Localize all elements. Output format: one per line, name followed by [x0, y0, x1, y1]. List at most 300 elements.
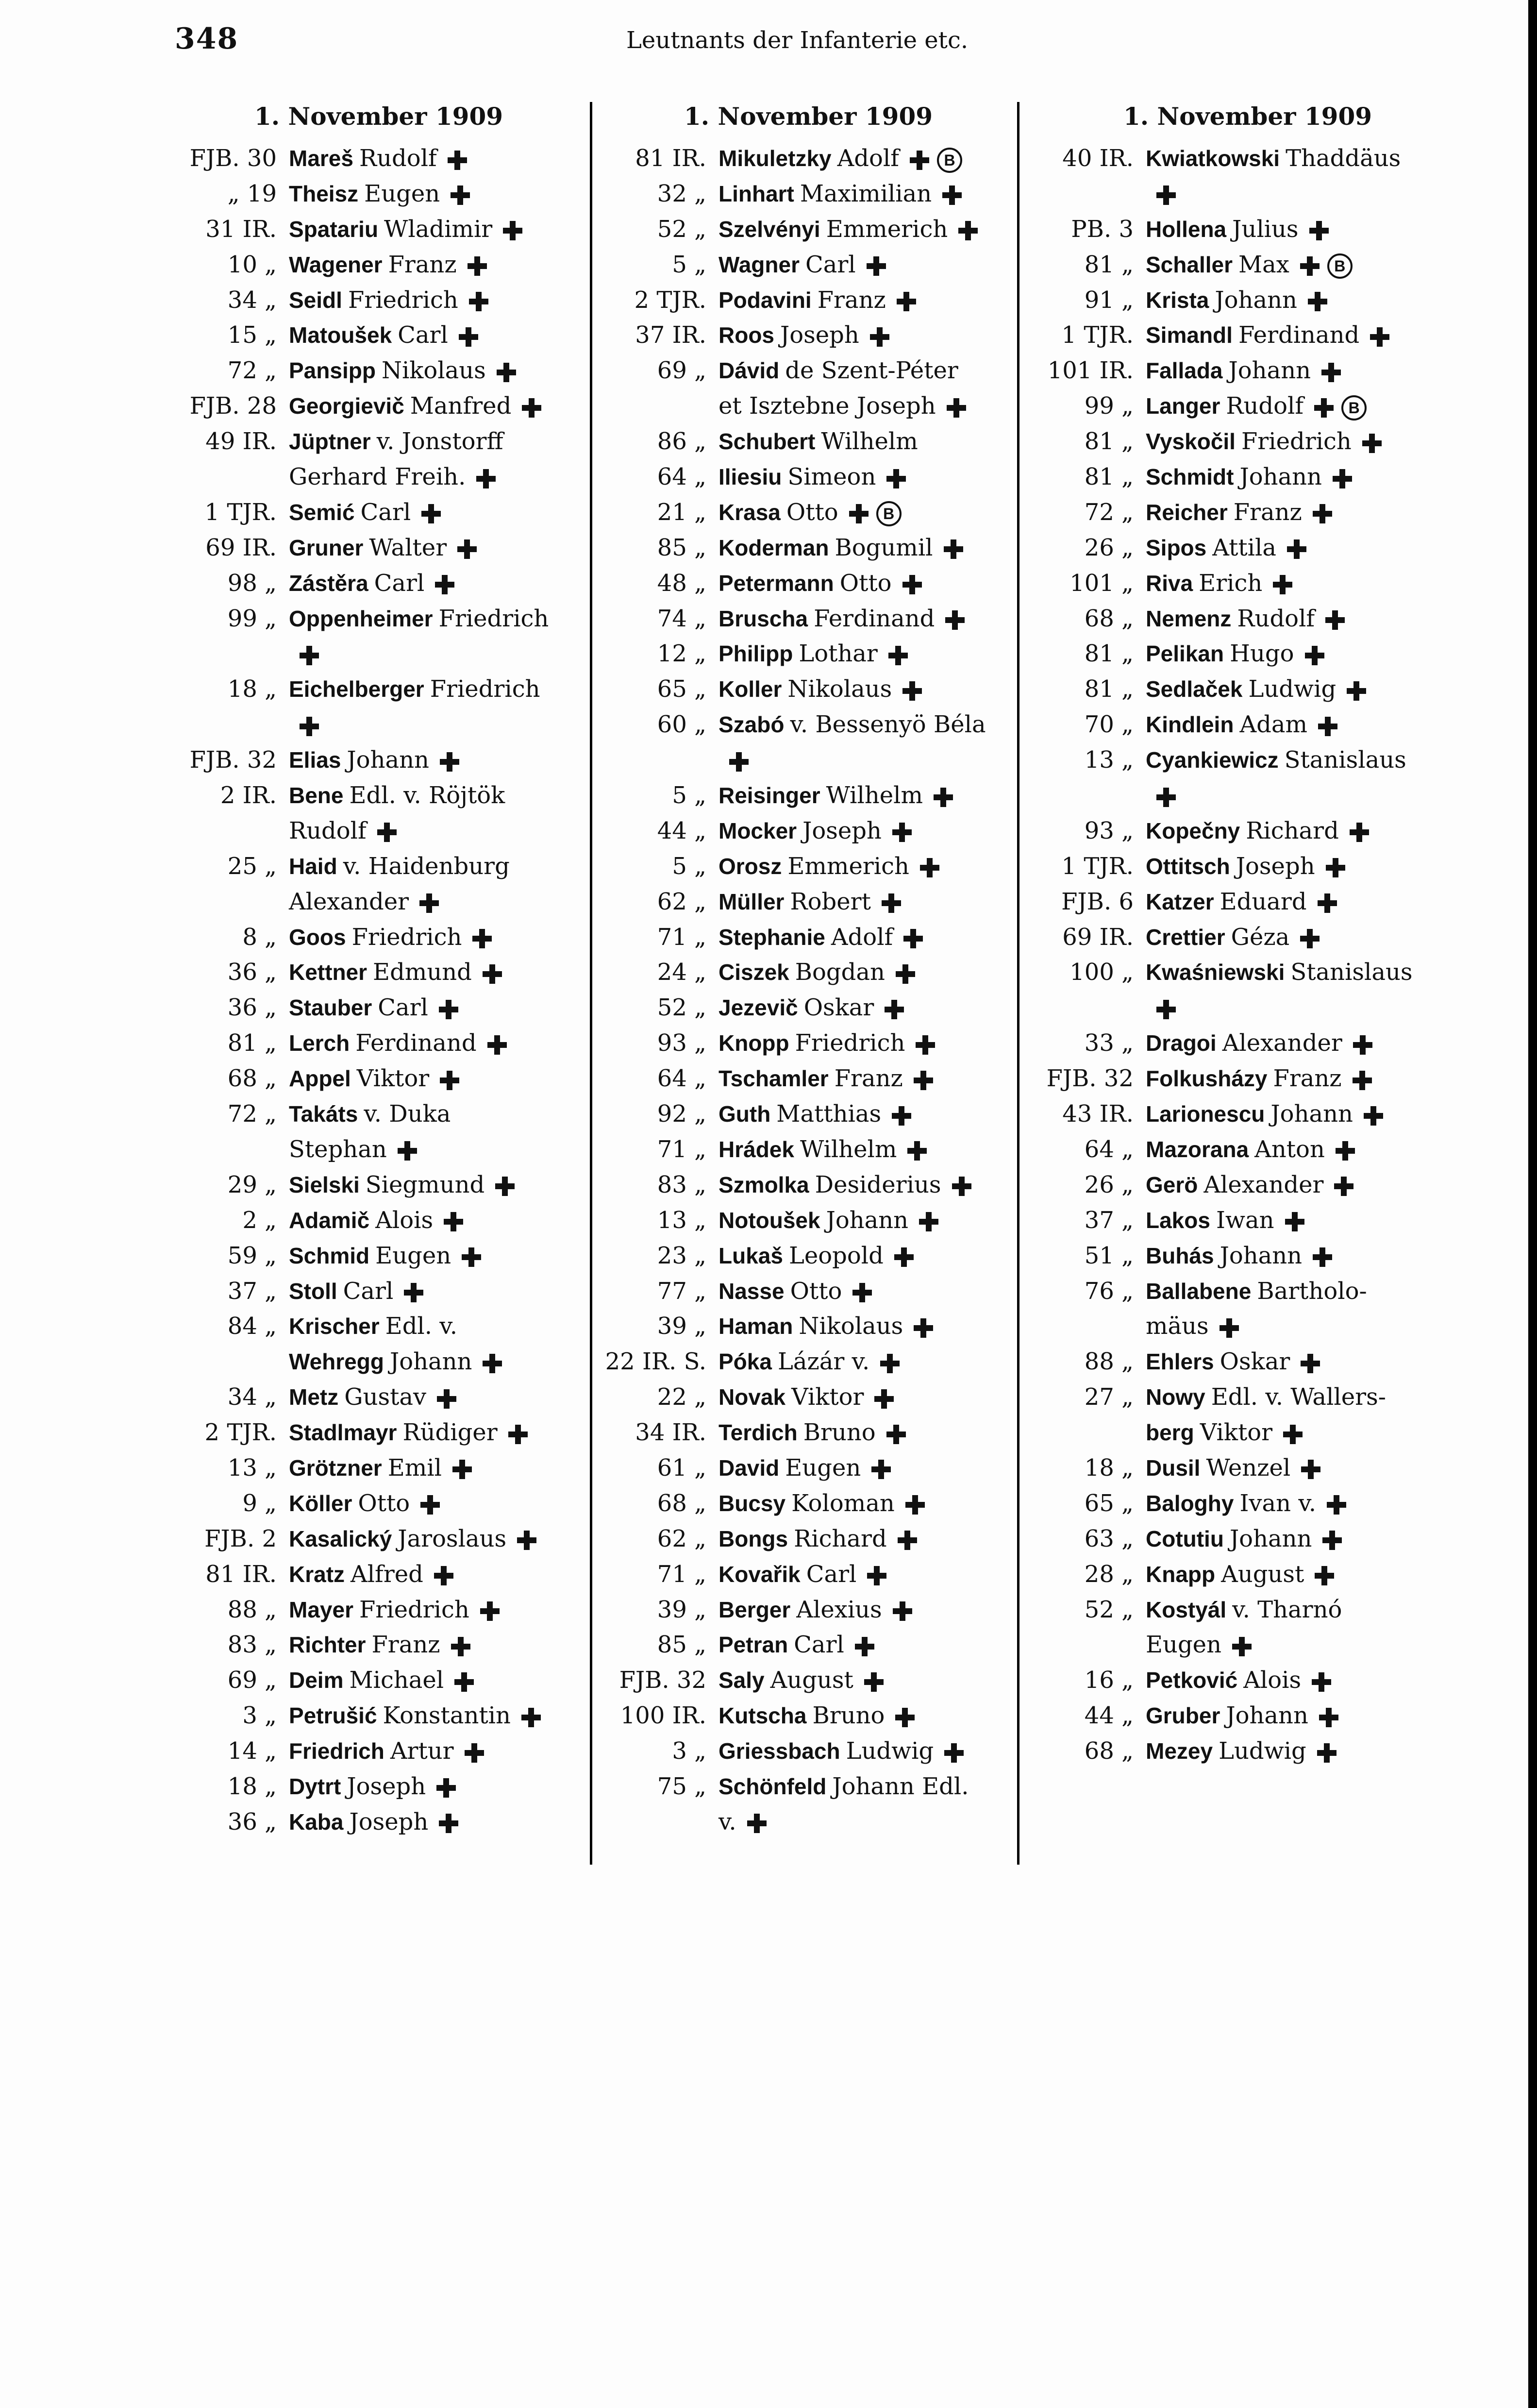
surname: Grötzner [289, 1455, 382, 1481]
list-entry [1029, 1344, 1466, 1380]
list-entry [172, 1734, 585, 1769]
list-entry [1029, 1380, 1466, 1415]
entry-name [1146, 955, 1413, 990]
list-entry [172, 388, 585, 424]
given-name: Ludwig [1248, 675, 1337, 703]
column-divider [1017, 102, 1019, 1865]
entry-name [289, 1061, 459, 1096]
given-name: Attila [1212, 534, 1276, 561]
cross-icon [434, 1566, 453, 1585]
list-entry [172, 1026, 585, 1061]
entry-name [1146, 1274, 1367, 1309]
list-entry [602, 424, 1015, 459]
page-number: 348 [175, 22, 239, 56]
cross-icon [468, 256, 487, 276]
cross-icon [1318, 893, 1337, 913]
unit-number: 14 „ [227, 1737, 277, 1765]
surname: Nasse [718, 1278, 785, 1304]
cross-icon [944, 1743, 964, 1763]
list-entry [602, 283, 1015, 318]
unit-number: 8 „ [242, 923, 277, 951]
given-name: Joseph [347, 1772, 426, 1800]
cross-icon [1334, 1177, 1353, 1196]
list-entry [602, 636, 1015, 672]
given-name: Gerhard Freih. [289, 463, 466, 491]
unit-number: FJB. 28 [189, 392, 277, 420]
given-name: v. Tharnó [1232, 1596, 1342, 1623]
entry-name [718, 1203, 938, 1238]
cross-icon [497, 363, 516, 382]
unit-number: 69 IR. [205, 534, 277, 561]
cross-icon [437, 1389, 456, 1409]
unit-number: 36 „ [227, 994, 277, 1022]
list-entry [172, 1627, 585, 1663]
cross-icon [1309, 221, 1329, 240]
given-name: Joseph [780, 321, 859, 349]
entry-name [1146, 1203, 1304, 1238]
unit-number: 74 „ [657, 605, 706, 632]
surname: Eichelberger [289, 676, 424, 702]
surname: Koller [718, 676, 782, 702]
given-name: Eduard [1220, 888, 1307, 915]
surname: Bruscha [718, 606, 808, 631]
cross-icon [849, 504, 869, 523]
entry-name [289, 1521, 536, 1557]
entry-name [289, 1026, 507, 1061]
given-name: Oskar [1220, 1348, 1290, 1376]
entry-name [289, 1450, 472, 1486]
given-name: Wilhelm [826, 782, 923, 809]
unit-number: 88 „ [227, 1596, 277, 1623]
surname: Kostyál [1146, 1597, 1227, 1622]
surname: Iliesiu [718, 464, 782, 490]
list-entry [172, 1132, 585, 1167]
entry-name [1146, 920, 1320, 955]
list-entry [602, 1274, 1015, 1309]
given-name: Rudolf [1226, 392, 1304, 420]
given-name: Alexander [1203, 1171, 1324, 1198]
list-entry [1029, 1238, 1466, 1274]
surname: Pansipp [289, 358, 376, 384]
cross-icon [439, 1000, 458, 1019]
list-entry [602, 1734, 1015, 1769]
list-entry [172, 990, 585, 1026]
entry-name [718, 849, 939, 884]
surname: Póka [718, 1349, 772, 1375]
unit-number: 25 „ [227, 852, 277, 880]
list-entry [172, 672, 585, 707]
list-entry [1029, 459, 1466, 495]
cross-icon [729, 752, 749, 772]
surname: Ottitsch [1146, 853, 1230, 879]
given-name: Ferdinand [814, 605, 935, 632]
unit-number: 81 IR. [635, 145, 706, 172]
surname: Buhás [1146, 1243, 1214, 1268]
given-name: Walter [369, 534, 447, 561]
surname: Tschamler [718, 1066, 829, 1092]
column-3 [1029, 102, 1466, 1769]
list-entry [602, 672, 1015, 707]
cross-icon [1305, 646, 1324, 665]
cross-icon [874, 1389, 894, 1409]
entry-name [1146, 601, 1345, 637]
given-name: Alois [1243, 1667, 1302, 1694]
given-name: Thaddäus [1286, 145, 1401, 172]
unit-number: 68 „ [227, 1065, 277, 1093]
entry-name [718, 813, 912, 849]
unit-number: 101 „ [1069, 569, 1134, 597]
given-name: Carl [378, 994, 428, 1022]
surname: Hrádek [718, 1136, 794, 1162]
entry-name [1146, 1238, 1332, 1274]
surname: Matoušek [289, 322, 392, 348]
given-name: Carl [794, 1631, 844, 1659]
entry-name [289, 1734, 484, 1769]
list-entry [1029, 1592, 1466, 1628]
surname: Sielski [289, 1172, 360, 1197]
cross-icon [439, 1814, 458, 1833]
cross-icon [487, 1035, 507, 1055]
given-name: Bruno [812, 1702, 885, 1730]
unit-number: 1 TJR. [1061, 321, 1134, 349]
entry-name [289, 884, 439, 920]
entry-name [1146, 1026, 1372, 1061]
entry-name [289, 1309, 457, 1344]
list-entry [172, 707, 585, 742]
cross-icon [880, 1354, 900, 1373]
entry-name [289, 1238, 481, 1274]
given-name: Joseph [1236, 852, 1315, 880]
cross-icon [469, 292, 488, 311]
list-entry [1029, 1450, 1466, 1486]
list-entry [602, 1309, 1015, 1344]
given-name: Emil [387, 1454, 442, 1482]
unit-number: 40 IR. [1062, 145, 1134, 172]
surname: Saly [718, 1667, 765, 1693]
entry-name [289, 672, 540, 707]
given-name: Leopold [788, 1242, 884, 1269]
given-name: Otto [358, 1489, 410, 1517]
surname: Gruber [1146, 1703, 1220, 1729]
unit-number: 99 „ [227, 605, 277, 632]
given-name: Alfred [351, 1560, 423, 1588]
cross-icon [440, 752, 459, 772]
entry-name [718, 141, 962, 176]
list-entry [602, 1592, 1015, 1628]
unit-number: 69 IR. [1062, 923, 1134, 951]
given-name: Johann [1228, 357, 1311, 385]
entry-name [718, 353, 958, 388]
entry-name [1146, 1663, 1331, 1698]
surname: Krischer [289, 1313, 380, 1339]
surname: Semić [289, 499, 355, 525]
surname: Lukaš [718, 1243, 783, 1268]
given-name: Desiderius [815, 1171, 941, 1198]
given-name: Wilhelm [821, 428, 918, 455]
given-name: v. Bessenyö Béla [790, 711, 986, 739]
surname: Mareš [289, 146, 353, 171]
entry-name [1146, 849, 1345, 884]
unit-number: 52 „ [657, 215, 706, 243]
unit-number: 68 „ [1084, 605, 1134, 632]
list-entry [172, 601, 585, 637]
list-entry [1029, 1557, 1466, 1592]
unit-number: 91 „ [1084, 286, 1134, 314]
list-entry [602, 1804, 1015, 1840]
cross-icon [907, 1141, 927, 1161]
unit-number: 24 „ [657, 959, 706, 986]
given-name: Nikolaus [787, 675, 892, 703]
entry-name [289, 1769, 456, 1804]
cross-icon [1350, 823, 1369, 842]
unit-number: 3 „ [672, 1737, 706, 1765]
entry-name [718, 1309, 933, 1344]
unit-number: 31 IR. [205, 215, 277, 243]
unit-number: 43 IR. [1062, 1100, 1134, 1128]
list-entry [172, 212, 585, 247]
surname: Jüptner [289, 429, 371, 455]
b-mark-icon: B [1327, 253, 1353, 279]
given-name: Carl [806, 1560, 857, 1588]
surname: Stoll [289, 1278, 337, 1304]
given-name: August [1221, 1560, 1304, 1588]
entry-name [289, 495, 441, 530]
surname: Reisinger [718, 783, 820, 808]
surname: Zástěra [289, 570, 368, 596]
entry-name [1146, 247, 1353, 283]
list-entry [172, 566, 585, 601]
given-name: Matthias [776, 1100, 882, 1128]
given-name: Edmund [373, 959, 472, 986]
cross-icon [1325, 610, 1345, 630]
column-divider [590, 102, 592, 1865]
entry-name [1146, 1592, 1342, 1628]
given-name: Julius [1232, 215, 1299, 243]
given-name: Oskar [803, 994, 874, 1022]
list-entry [602, 566, 1015, 601]
unit-number: 69 „ [657, 357, 706, 385]
given-name: Stanislaus [1284, 746, 1406, 774]
list-entry [172, 1450, 585, 1486]
entry-name [289, 1592, 500, 1628]
unit-number: 83 „ [657, 1171, 706, 1198]
given-name: Eugen [375, 1242, 451, 1269]
entry-name [289, 849, 510, 884]
entry-name [1146, 283, 1327, 318]
cross-icon [1321, 363, 1341, 382]
surname: Pelikan [1146, 641, 1224, 667]
entry-name [1146, 884, 1337, 920]
list-entry [172, 636, 585, 672]
given-name: Friedrich [795, 1029, 905, 1057]
unit-number: 18 „ [1084, 1454, 1134, 1482]
given-name: Otto [786, 498, 838, 526]
list-entry [602, 1203, 1015, 1238]
unit-number: 92 „ [657, 1100, 706, 1128]
unit-number: 27 „ [1084, 1383, 1134, 1411]
list-entry [1029, 1521, 1466, 1557]
given-name: Anton [1254, 1135, 1325, 1163]
surname: Simandl [1146, 322, 1233, 348]
given-name: Richard [794, 1525, 887, 1552]
entry-name [718, 1627, 874, 1663]
list-entry [1029, 176, 1466, 212]
entry-name [289, 530, 477, 566]
entry-name [718, 388, 966, 424]
list-entry [1029, 1167, 1466, 1203]
entry-name [289, 1486, 440, 1521]
entry-name [289, 459, 496, 495]
column-heading: 1. November 1909 [1123, 102, 1372, 131]
list-entry [1029, 566, 1466, 601]
list-entry [1029, 920, 1466, 955]
unit-number: 29 „ [227, 1171, 277, 1198]
unit-number: 62 „ [657, 1525, 706, 1552]
cross-icon [436, 1778, 456, 1798]
list-entry [1029, 388, 1466, 424]
list-entry [172, 1415, 585, 1450]
entry-name [1146, 1557, 1334, 1592]
entry-name [718, 212, 978, 247]
surname: Bene [289, 783, 344, 808]
surname: Cyankiewicz [1146, 747, 1279, 773]
entry-name [1146, 353, 1341, 388]
entry-name [1146, 530, 1306, 566]
unit-number: 36 „ [227, 959, 277, 986]
given-name: Franz [834, 1065, 903, 1093]
unit-number: 64 „ [1084, 1135, 1134, 1163]
unit-number: 52 „ [657, 994, 706, 1022]
unit-number: 37 „ [1084, 1206, 1134, 1234]
cross-icon [1315, 1566, 1334, 1585]
unit-number: 44 „ [657, 817, 706, 844]
unit-number: 101 IR. [1047, 357, 1134, 385]
given-name: Wenzel [1206, 1454, 1291, 1482]
surname: Stauber [289, 995, 372, 1021]
surname: Kratz [289, 1561, 345, 1587]
given-name: Hugo [1230, 640, 1294, 668]
surname: Kindlein [1146, 712, 1234, 738]
unit-number: 64 „ [657, 1065, 706, 1093]
entry-name [1146, 141, 1401, 176]
cross-icon [1156, 788, 1176, 807]
surname: Jezevič [718, 995, 798, 1021]
surname: Riva [1146, 570, 1193, 596]
entry-name [289, 318, 478, 353]
entry-name [289, 1804, 458, 1840]
list-entry [172, 778, 585, 813]
given-name: Viktor [356, 1065, 430, 1093]
entry-name [1146, 1309, 1239, 1344]
cross-icon [916, 1035, 935, 1055]
entry-name [718, 318, 889, 353]
unit-number: 48 „ [657, 569, 706, 597]
given-name: Géza [1231, 923, 1290, 951]
cross-icon [522, 398, 541, 418]
surname: Nemenz [1146, 606, 1232, 631]
entry-name [1146, 212, 1329, 247]
given-name: Alexander [289, 888, 409, 915]
list-entry [602, 601, 1015, 637]
unit-number: 100 IR. [620, 1702, 706, 1730]
given-name: Friedrich [430, 675, 540, 703]
cross-icon [1313, 1247, 1332, 1267]
list-entry [172, 353, 585, 388]
given-name: Emmerich [826, 215, 948, 243]
cross-icon [958, 221, 978, 240]
cross-icon [905, 1495, 925, 1515]
cross-icon [440, 1071, 459, 1090]
unit-number: 76 „ [1084, 1277, 1134, 1305]
cross-icon [886, 469, 906, 488]
entry-name [718, 1238, 914, 1274]
running-title: Leutnants der Infanterie etc. [626, 27, 969, 54]
unit-number: 12 „ [657, 640, 706, 668]
cross-icon [454, 1672, 474, 1692]
given-name: Jaroslaus [398, 1525, 507, 1552]
given-name: Lothar [799, 640, 878, 668]
given-name: Wilhelm [800, 1135, 897, 1163]
list-entry [1029, 1026, 1466, 1061]
unit-number: 10 „ [227, 251, 277, 278]
cross-icon [476, 469, 496, 488]
entry-name [289, 247, 487, 283]
unit-number: 68 „ [657, 1489, 706, 1517]
surname: Petran [718, 1632, 788, 1658]
list-entry [1029, 1061, 1466, 1096]
entry-name [289, 1380, 456, 1415]
list-entry [172, 495, 585, 530]
cross-icon [1285, 1212, 1304, 1231]
list-entry [602, 1132, 1015, 1167]
list-entry [602, 1627, 1015, 1663]
unit-number: 81 „ [227, 1029, 277, 1057]
surname: Haman [718, 1313, 793, 1339]
list-entry [1029, 1274, 1466, 1309]
unit-number: 52 „ [1084, 1596, 1134, 1623]
surname: Kaba [289, 1809, 344, 1835]
entry-name [289, 990, 458, 1026]
unit-number: 21 „ [657, 498, 706, 526]
surname: Richter [289, 1632, 366, 1658]
surname: Metz [289, 1384, 339, 1410]
b-mark-icon: B [937, 148, 962, 173]
surname: Gruner [289, 535, 364, 560]
surname: Dragoi [1146, 1030, 1217, 1056]
surname: Dávid [718, 358, 780, 384]
list-entry [602, 1061, 1015, 1096]
surname: Cotutiu [1146, 1526, 1224, 1551]
entry-name [718, 707, 986, 742]
unit-number: 99 „ [1084, 392, 1134, 420]
cross-icon [871, 1460, 891, 1479]
surname: Roos [718, 322, 774, 348]
given-name: Robert [790, 888, 871, 915]
surname: Katzer [1146, 889, 1214, 914]
entry-name [289, 1557, 453, 1592]
cross-icon [897, 292, 916, 311]
cross-icon [945, 610, 965, 630]
entry-name [718, 1344, 900, 1380]
list-entry [172, 1804, 585, 1840]
cross-icon [864, 1672, 884, 1692]
given-name: Rudolf [1237, 605, 1315, 632]
given-name: Stephan [289, 1135, 387, 1163]
unit-number: 51 „ [1084, 1242, 1134, 1269]
given-name: Franz [388, 251, 457, 278]
given-name: Carl [805, 251, 856, 278]
list-entry [172, 283, 585, 318]
